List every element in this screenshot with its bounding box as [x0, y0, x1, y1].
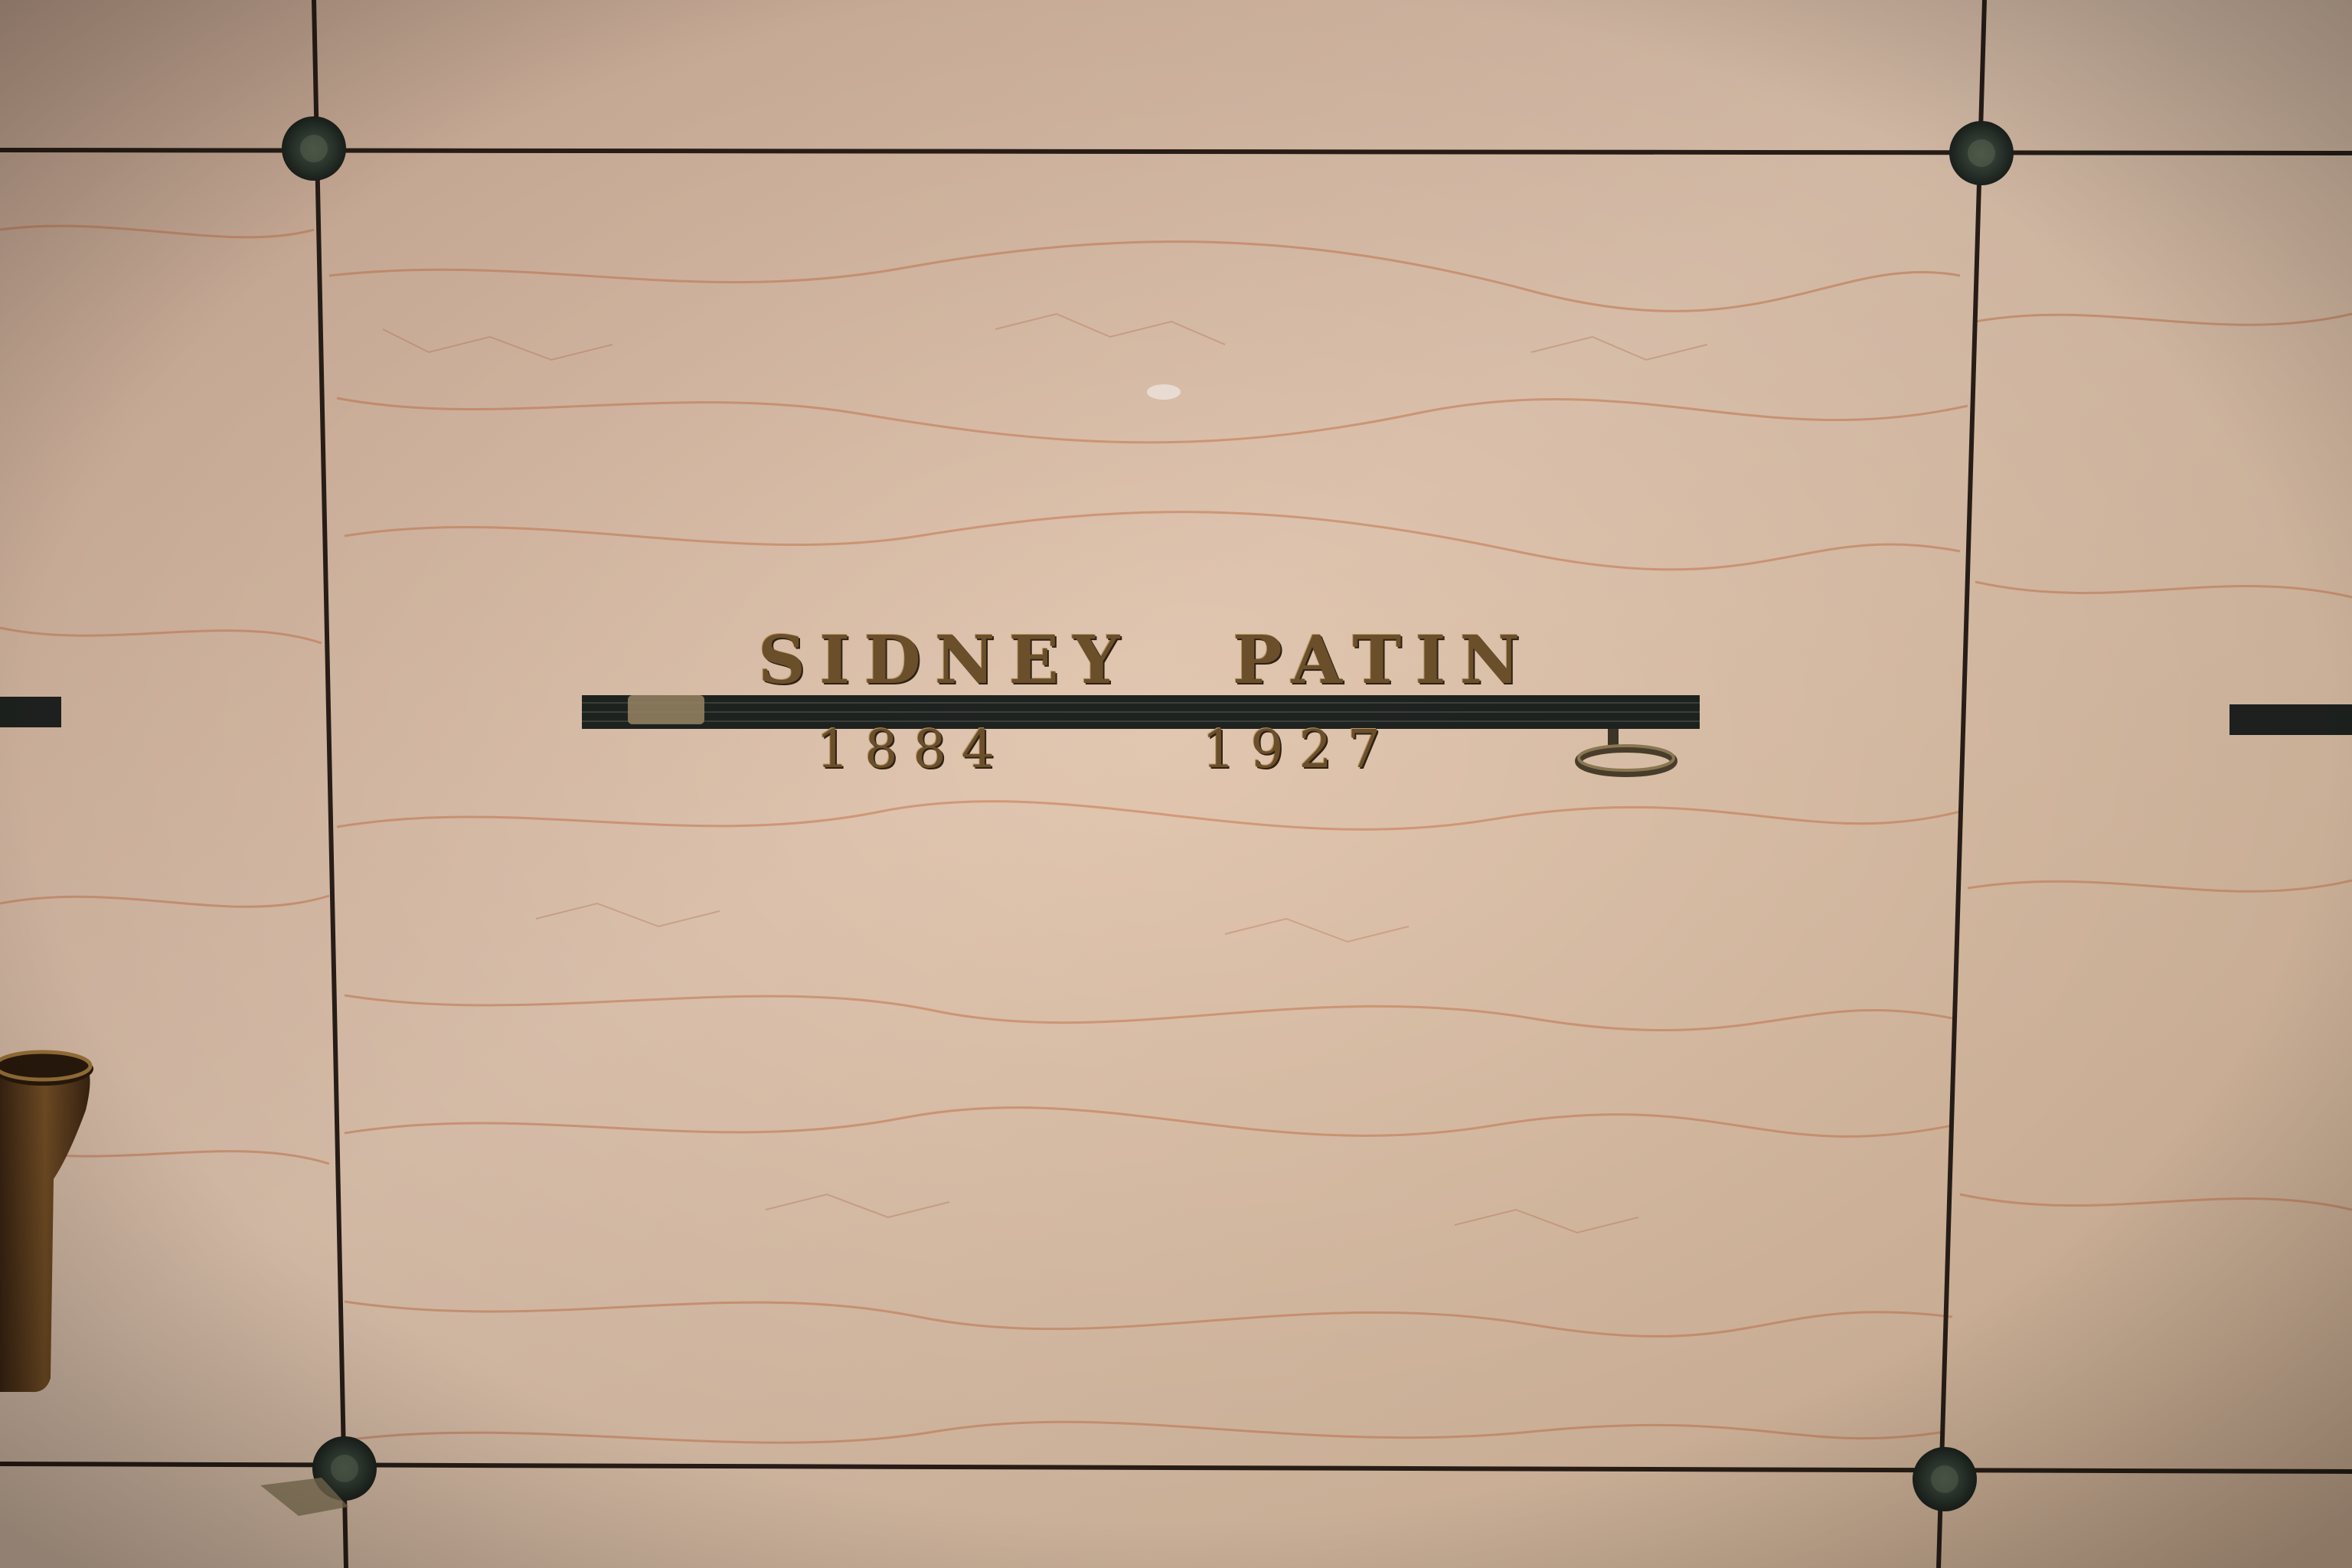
death-year: 1927 [1202, 720, 1396, 780]
birth-year: 1884 [816, 720, 1011, 780]
first-name: SIDNEY [758, 622, 1134, 699]
last-name: PATIN [1233, 622, 1534, 699]
